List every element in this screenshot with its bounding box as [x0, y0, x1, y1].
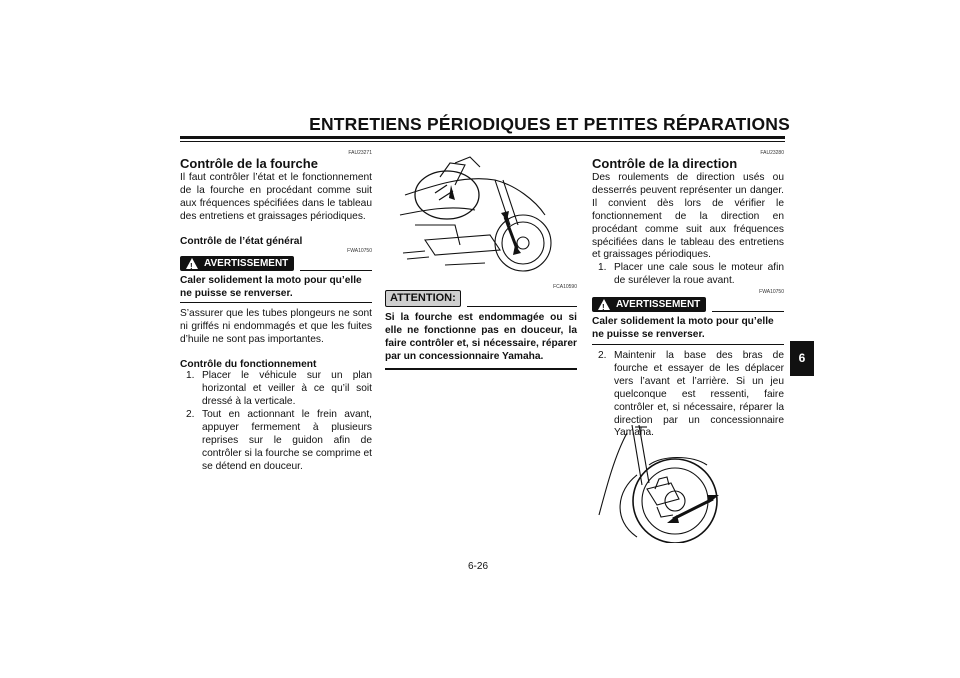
list-text: Placer une cale sous le moteur afin de surélever la roue avant. [614, 262, 784, 287]
list-number: 2. [598, 349, 607, 361]
section-code: FAU23280 [760, 150, 784, 156]
warning-text: Caler solidement la moto pour qu’elle ne puisse se renverser. [180, 274, 362, 299]
warning-text: Caler solidement la moto pour qu’elle ne puisse se renverser. [592, 316, 774, 341]
page-title: ENTRETIENS PÉRIODIQUES ET PETITES RÉPARATIONS [309, 114, 790, 134]
header-rule [180, 136, 785, 139]
list-item [180, 370, 372, 409]
attention-bar [385, 290, 577, 307]
subheading-general: Contrôle de l’état général [180, 235, 303, 247]
header-rule-thin [180, 141, 785, 142]
list-number: 1. [186, 370, 195, 382]
list-number: 1. [598, 262, 607, 274]
check-text: S’assurer que les tubes plongeurs ne sont ni griffés ni endommagés et que les fuites d’huile ne sont pas importantes. [180, 308, 372, 346]
warning-code: FWA10750 [347, 247, 372, 254]
warning-triangle-icon [186, 258, 198, 269]
subheading-operation: Contrôle du fonctionnement [180, 359, 317, 371]
list-item [592, 262, 784, 288]
attention-end-rule [385, 368, 577, 370]
list-text: Maintenir la base des bras de fourche et essayer de les déplacer vers l’avant et l’arrière. Si un jeu quelconque est ressenti, faire contrôler et, si nécessaire, réparer la direction par un concessionnaire Yamaha. [614, 349, 784, 439]
warning-label: AVERTISSEMENT [204, 257, 289, 269]
middle-column [385, 284, 577, 370]
warning-line [712, 311, 784, 312]
section-code: FAU23271 [348, 150, 372, 156]
right-column [592, 150, 784, 440]
warning-end-rule [592, 344, 784, 345]
section-heading: Contrôle de la fourche [180, 156, 318, 171]
attention-text: Si la fourche est endommagée ou si elle ne fonctionne pas en douceur, la faire contrôler et, si nécessaire, réparer par un concessionnaire Yamaha. [385, 312, 577, 362]
warning-end-rule [180, 302, 372, 303]
steering-illustration [597, 425, 787, 543]
warning-badge [592, 297, 706, 312]
section-heading: Contrôle de la direction [592, 156, 738, 171]
list-text: Placer le véhicule sur un plan horizontal et veiller à ce qu’il soit dressé à la verticale. [202, 370, 372, 407]
list-number: 2. [186, 408, 195, 420]
warning-label: AVERTISSEMENT [616, 299, 701, 311]
left-column [180, 150, 372, 473]
attention-line [467, 306, 577, 307]
attention-code: FCA10590 [553, 284, 577, 290]
warning-line [300, 270, 372, 271]
chapter-tab: 6 [790, 341, 814, 376]
warning-code: FWA10750 [759, 289, 784, 296]
warning-badge [180, 256, 294, 271]
warning-triangle-icon [598, 299, 610, 310]
list-item [180, 409, 372, 474]
warning-bar [592, 295, 784, 312]
intro-text: Des roulements de direction usés ou desserrés peuvent représenter un danger. Il convient dès lors de vérifier le fonctionnement de la direction en procédant comme suit aux fréquences spécifiées dans le tableau des entretiens et graissages périodiques. [592, 172, 784, 261]
intro-text: Il faut contrôler l’état et le fonctionnement de la fourche en procédant comme suit aux fréquences spécifiées dans le tableau des entretiens et graissages périodiques. [180, 172, 372, 222]
fork-illustration [395, 155, 565, 280]
warning-bar [180, 254, 372, 271]
fork-check-figure [395, 155, 565, 280]
attention-label: ATTENTION: [385, 290, 461, 307]
page-number: 6-26 [468, 561, 489, 572]
steering-check-figure [597, 425, 787, 543]
list-text: Tout en actionnant le frein avant, appuyer fermement à plusieurs reprises sur le guidon afin de contrôler si la fourche se comprime et se détend en douceur. [202, 408, 372, 472]
